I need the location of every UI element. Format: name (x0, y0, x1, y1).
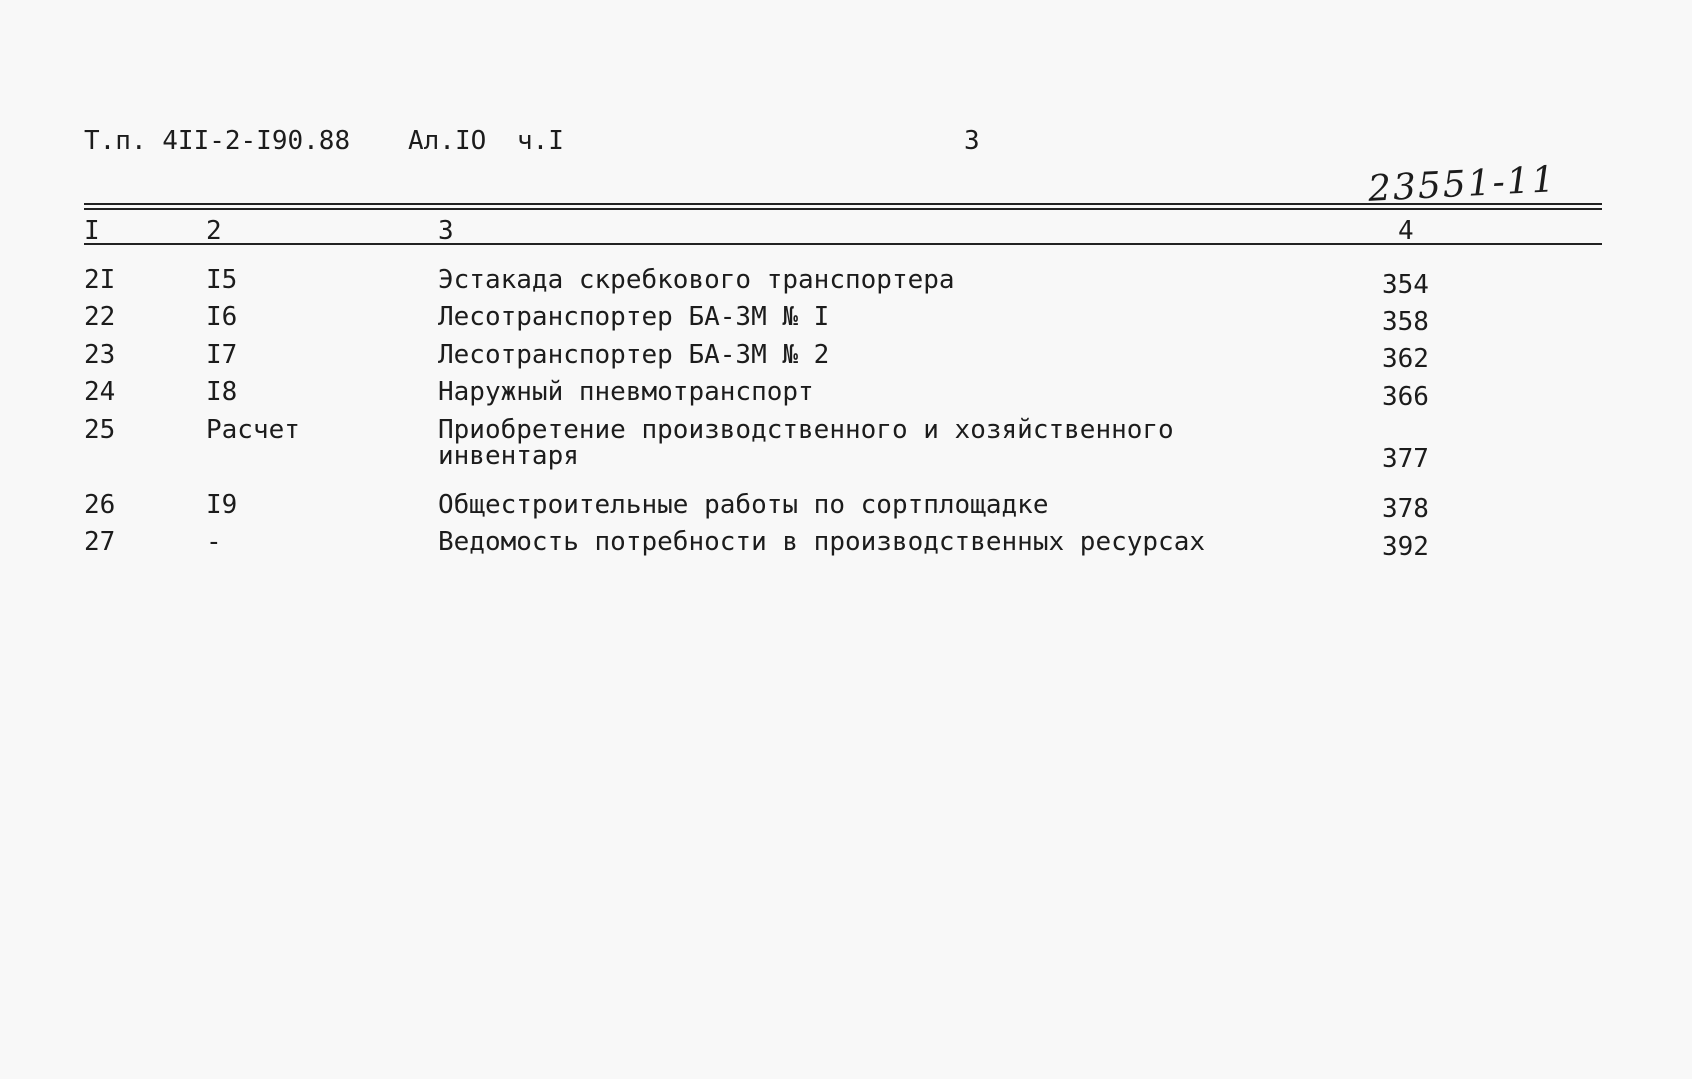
row-reference: I5 (206, 265, 238, 295)
row-title: Ведомость потребности в производственных ресурсах (438, 527, 1206, 557)
page-number: 3 (964, 126, 980, 156)
row-title: Общестроительные работы по сортплощадке (438, 490, 1049, 520)
column-header-3: 3 (438, 216, 454, 246)
row-page: 392 (1382, 532, 1429, 562)
row-reference: I6 (206, 302, 238, 332)
row-number: 24 (84, 377, 116, 407)
row-page: 358 (1382, 307, 1429, 337)
row-page: 377 (1382, 444, 1429, 474)
row-title-continuation: инвентаря (438, 441, 579, 471)
row-number: 26 (84, 490, 116, 520)
row-title: Лесотранспортер БА-3М № I (438, 302, 830, 332)
column-header-1: I (84, 216, 100, 246)
doc-code: Т.п. 4II-2-I90.88 (84, 126, 351, 156)
column-header-2: 2 (206, 216, 222, 246)
row-title: Лесотранспортер БА-3М № 2 (438, 340, 830, 370)
row-title: Наружный пневмотранспорт (438, 377, 814, 407)
row-reference: Расчет (206, 415, 300, 445)
row-number: 27 (84, 527, 116, 557)
row-title: Приобретение производственного и хозяйственного (438, 415, 1174, 445)
row-page: 354 (1382, 270, 1429, 300)
part-label: ч.I (517, 126, 564, 156)
table-top-rule (84, 203, 1602, 210)
row-title: Эстакада скребкового транспортера (438, 265, 955, 295)
handwritten-inventory-number: 23551-11 (1367, 159, 1558, 210)
row-page: 362 (1382, 344, 1429, 374)
row-number: 2I (84, 265, 116, 295)
row-reference: I7 (206, 340, 238, 370)
row-reference: I9 (206, 490, 238, 520)
row-reference: I8 (206, 377, 238, 407)
table-header-rule (84, 243, 1602, 245)
row-page: 366 (1382, 382, 1429, 412)
row-reference: - (206, 527, 222, 557)
row-number: 23 (84, 340, 116, 370)
column-header-4: 4 (1398, 216, 1414, 246)
album-label: Ал.IO (408, 126, 487, 156)
row-page: 378 (1382, 494, 1429, 524)
row-number: 25 (84, 415, 116, 445)
row-number: 22 (84, 302, 116, 332)
